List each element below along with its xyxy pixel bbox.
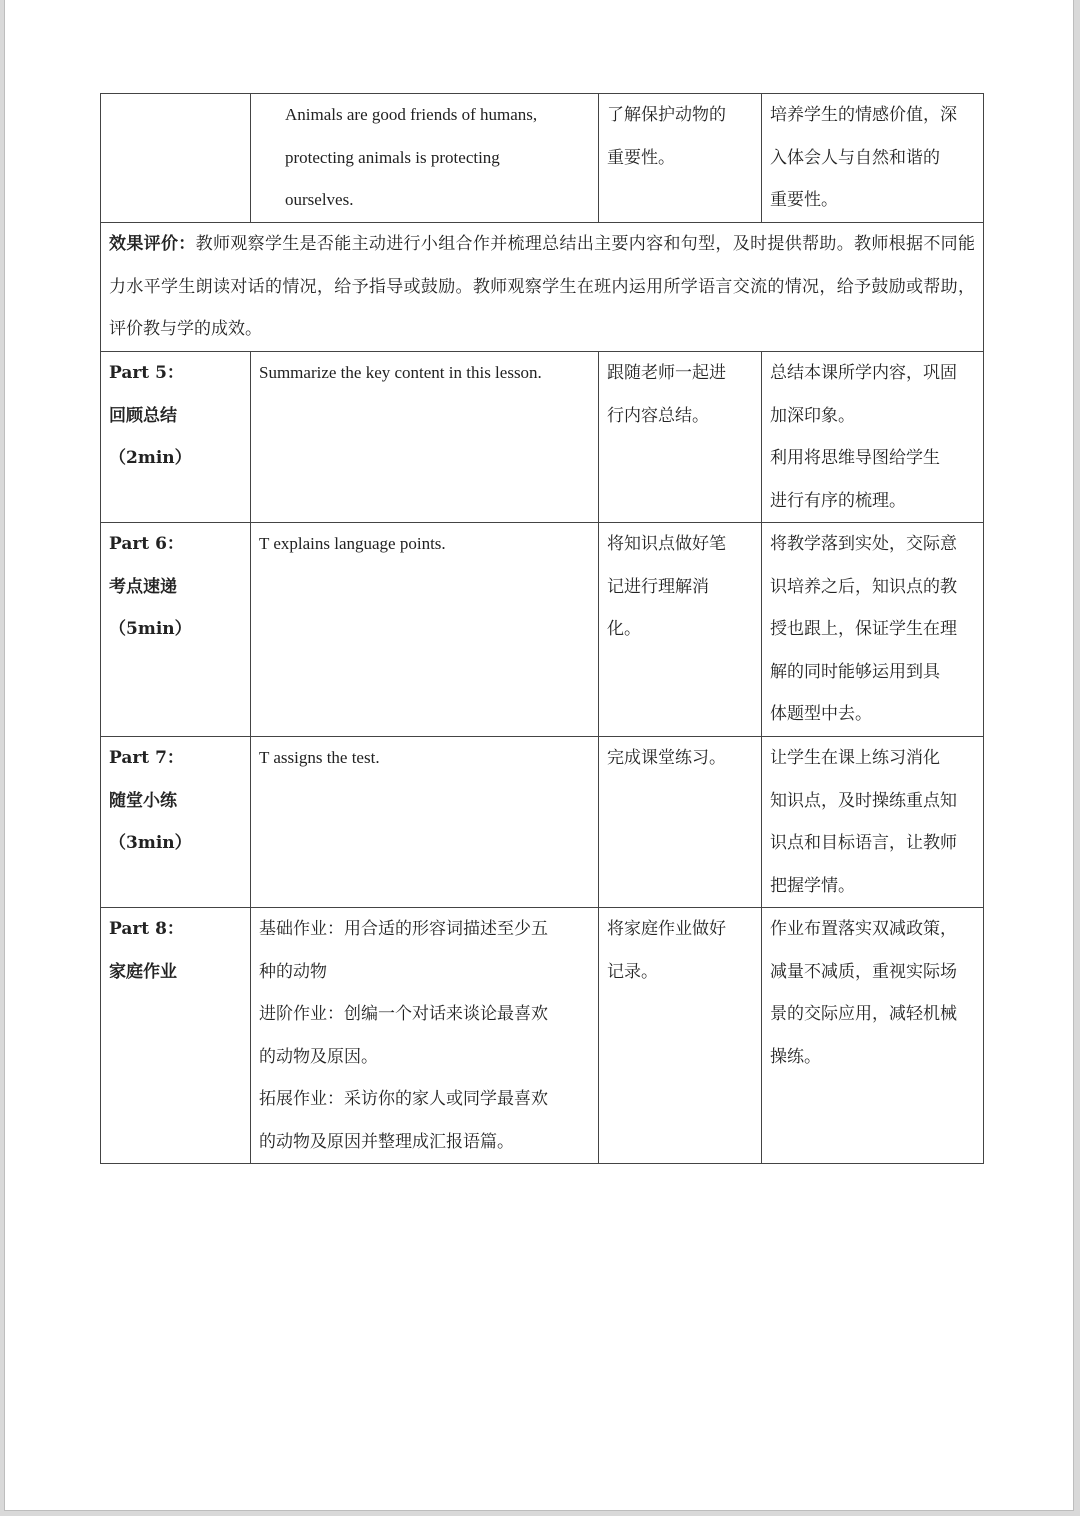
student-cell: 将家庭作业做好 记录。 [599,908,762,1164]
activity-cell: T explains language points. [251,523,599,737]
lesson-plan-table [100,93,984,1164]
table-row [101,523,984,737]
purpose-cell: 将教学落到实处，交际意 识培养之后，知识点的教 授也跟上，保证学生在理 解的同时能够运用到具 体题型中去。 [762,523,984,737]
activity-cell: T assigns the test. [251,737,599,908]
student-cell: 了解保护动物的 重要性。 [599,94,762,223]
purpose-cell: 培养学生的情感价值，深 入体会人与自然和谐的 重要性。 [762,94,984,223]
student-cell: 完成课堂练习。 [599,737,762,908]
evaluation-text: 教师观察学生是否能主动进行小组合作并梳理总结出主要内容和句型，及时提供帮助。教师根据不同能力水平学生朗读对话的情况，给予指导或鼓励。教师观察学生在班内运用所学语言交流的情况，给予鼓励或帮助，评价教与学的成效。 [109,234,976,339]
table-row [101,737,984,908]
evaluation-title: 效果评价： [109,234,196,254]
evaluation-row [101,223,984,352]
table-row [101,352,984,523]
activity-cell: Animals are good friends of humans, protecting animals is protecting ourselves. [251,94,599,223]
student-cell: 将知识点做好笔 记进行理解消 化。 [599,523,762,737]
stage-cell: Part 6： 考点速递 （5min） [101,523,251,737]
stage-cell [101,94,251,223]
table-row [101,908,984,1164]
activity-cell: 基础作业：用合适的形容词描述至少五 种的动物 进阶作业：创编一个对话来谈论最喜欢 的动物及原因。 拓展作业：采访你的家人或同学最喜欢 的动物及原因并整理成汇报语篇。 [251,908,599,1164]
purpose-cell: 作业布置落实双减政策， 减量不减质，重视实际场 景的交际应用，减轻机械 操练。 [762,908,984,1164]
evaluation-cell [101,223,984,352]
purpose-cell: 总结本课所学内容，巩固 加深印象。 利用将思维导图给学生 进行有序的梳理。 [762,352,984,523]
student-cell: 跟随老师一起进 行内容总结。 [599,352,762,523]
stage-cell: Part 7： 随堂小练 （3min） [101,737,251,908]
stage-cell: Part 5： 回顾总结 （2min） [101,352,251,523]
activity-cell: Summarize the key content in this lesson. [251,352,599,523]
document-page [4,0,1074,1511]
table-row [101,94,984,223]
stage-cell: Part 8： 家庭作业 [101,908,251,1164]
purpose-cell: 让学生在课上练习消化 知识点，及时操练重点知 识点和目标语言，让教师 把握学情。 [762,737,984,908]
